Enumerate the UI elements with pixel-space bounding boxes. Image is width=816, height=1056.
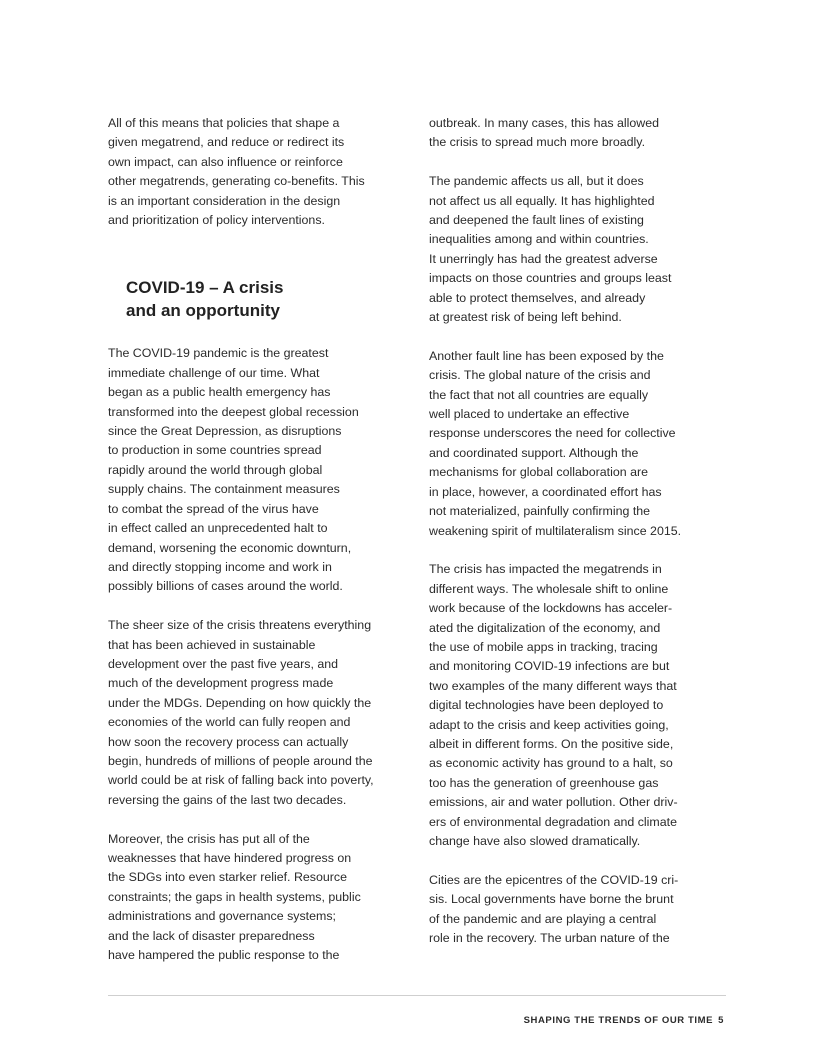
text-line: The COVID-19 pandemic is the greatest [108,346,329,361]
text-line: All of this means that policies that shape a [108,116,340,130]
text-line: how soon the recovery process can actually [108,734,349,749]
text-line: given megatrend, and reduce or redirect its [108,135,345,150]
right-paragraph-5 [429,871,709,949]
text-line: to combat the spread of the virus have [108,501,319,516]
text-line: under the MDGs. Depending on how quickly the [108,695,372,710]
text-line: outbreak. In many cases, this has allowed [429,116,660,130]
text-line: the fact that not all countries are equally [429,387,649,402]
text-line: and prioritization of policy interventions. [108,213,325,228]
section-heading [126,276,398,322]
text-line: of the pandemic and are playing a central [429,911,657,926]
text-line: world could be at risk of falling back into poverty, [108,773,374,788]
text-line: much of the development progress made [108,676,334,691]
text-line: the SDGs into even starker relief. Resource [108,870,347,885]
text-line: mechanisms for global collaboration are [429,465,649,480]
text-line: supply chains. The containment measures [108,482,340,497]
text-line: the crisis to spread much more broadly. [429,135,646,150]
text-line: as economic activity has ground to a halt, so [429,756,673,771]
text-line: and directly stopping income and work in [108,559,332,574]
text-line: The pandemic affects us all, but it does [429,174,644,189]
text-line: too has the generation of greenhouse gas [429,775,659,790]
text-line: two examples of the many different ways that [429,678,677,693]
right-paragraph-2 [429,172,709,327]
text-line: in effect called an unprecedented halt to [108,521,328,536]
text-line: and deepened the fault lines of existing [429,213,644,228]
page-number: 5 [718,1015,724,1026]
text-line: role in the recovery. The urban nature of the [429,931,670,945]
text-line: Cities are the epicentres of the COVID-19 cri- [429,872,679,887]
text-line: and monitoring COVID-19 infections are but [429,659,670,674]
text-line: and the lack of disaster preparedness [108,928,315,943]
text-line: constraints; the gaps in health systems, public [108,889,361,904]
footer-divider [108,995,726,996]
text-line: economies of the world can fully reopen and [108,715,351,730]
text-line: in place, however, a coordinated effort has [429,484,662,499]
text-line: at greatest risk of being left behind. [429,310,622,325]
text-line: rapidly around the world through global [108,462,323,477]
text-line: well placed to undertake an effective [429,407,630,422]
text-line: emissions, air and water pollution. Other driv- [429,795,678,810]
text-line: work because of the lockdowns has acceler- [429,601,673,616]
text-line: Moreover, the crisis has put all of the [108,831,310,846]
text-line: the use of mobile apps in tracking, tracing [429,639,658,654]
intro-paragraph [108,114,398,230]
text-line: ers of environmental degradation and climate [429,814,677,829]
text-line: administrations and governance systems; [108,909,336,924]
text-line: to production in some countries spread [108,443,322,458]
covid-paragraph-3 [108,830,398,966]
right-paragraph-1 [429,114,709,153]
text-line: change have also slowed dramatically. [429,833,641,848]
text-line: Another fault line has been exposed by the [429,348,664,363]
text-line: different ways. The wholesale shift to online [429,581,669,596]
text-line: The sheer size of the crisis threatens everything [108,618,372,633]
left-column [108,114,398,985]
covid-paragraph-1 [108,344,398,596]
text-line: possibly billions of cases around the world. [108,579,343,594]
right-paragraph-4 [429,560,709,851]
text-line: adapt to the crisis and keep activities going, [429,717,669,732]
text-line: ated the digitalization of the economy, and [429,620,661,635]
text-line: development over the past five years, and [108,656,339,671]
text-line: It unerringly has had the greatest adverse [429,251,658,266]
text-line: and an opportunity [126,301,280,321]
text-line: not materialized, painfully confirming the [429,504,651,519]
text-line: The crisis has impacted the megatrends in [429,562,662,577]
text-line: inequalities among and within countries. [429,232,649,247]
text-line: began as a public health emergency has [108,385,331,400]
text-line: not affect us all equally. It has highlighted [429,193,655,208]
footer-title: SHAPING THE TRENDS OF OUR TIME [523,1015,714,1026]
text-line: other megatrends, generating co-benefits. This [108,174,365,189]
right-paragraph-3 [429,347,709,541]
text-line: COVID-19 – A crisis [126,278,284,298]
text-line: have hampered the public response to the [108,948,340,962]
text-line: transformed into the deepest global recession [108,404,359,419]
text-line: weakening spirit of multilateralism since 2015. [429,523,682,538]
text-line: since the Great Depression, as disruptions [108,424,342,439]
page-footer [524,1015,724,1026]
text-line: immediate challenge of our time. What [108,365,320,380]
text-line: digital technologies have been deployed to [429,698,664,713]
text-line: own impact, can also influence or reinforce [108,154,343,169]
right-column [429,114,709,968]
text-line: albeit in different forms. On the positive side, [429,736,674,751]
text-line: reversing the gains of the last two decades. [108,792,347,807]
text-line: impacts on those countries and groups least [429,271,672,286]
text-line: that has been achieved in sustainable [108,637,316,652]
text-line: weaknesses that have hindered progress on [108,850,352,865]
text-line: sis. Local governments have borne the brunt [429,892,674,907]
text-line: response underscores the need for collective [429,426,676,441]
text-line: begin, hundreds of millions of people around the [108,753,373,768]
text-line: and coordinated support. Although the [429,445,639,460]
text-line: able to protect themselves, and already [429,290,646,305]
text-line: is an important consideration in the design [108,193,341,208]
text-line: crisis. The global nature of the crisis and [429,368,651,383]
covid-paragraph-2 [108,616,398,810]
text-line: demand, worsening the economic downturn, [108,540,352,555]
